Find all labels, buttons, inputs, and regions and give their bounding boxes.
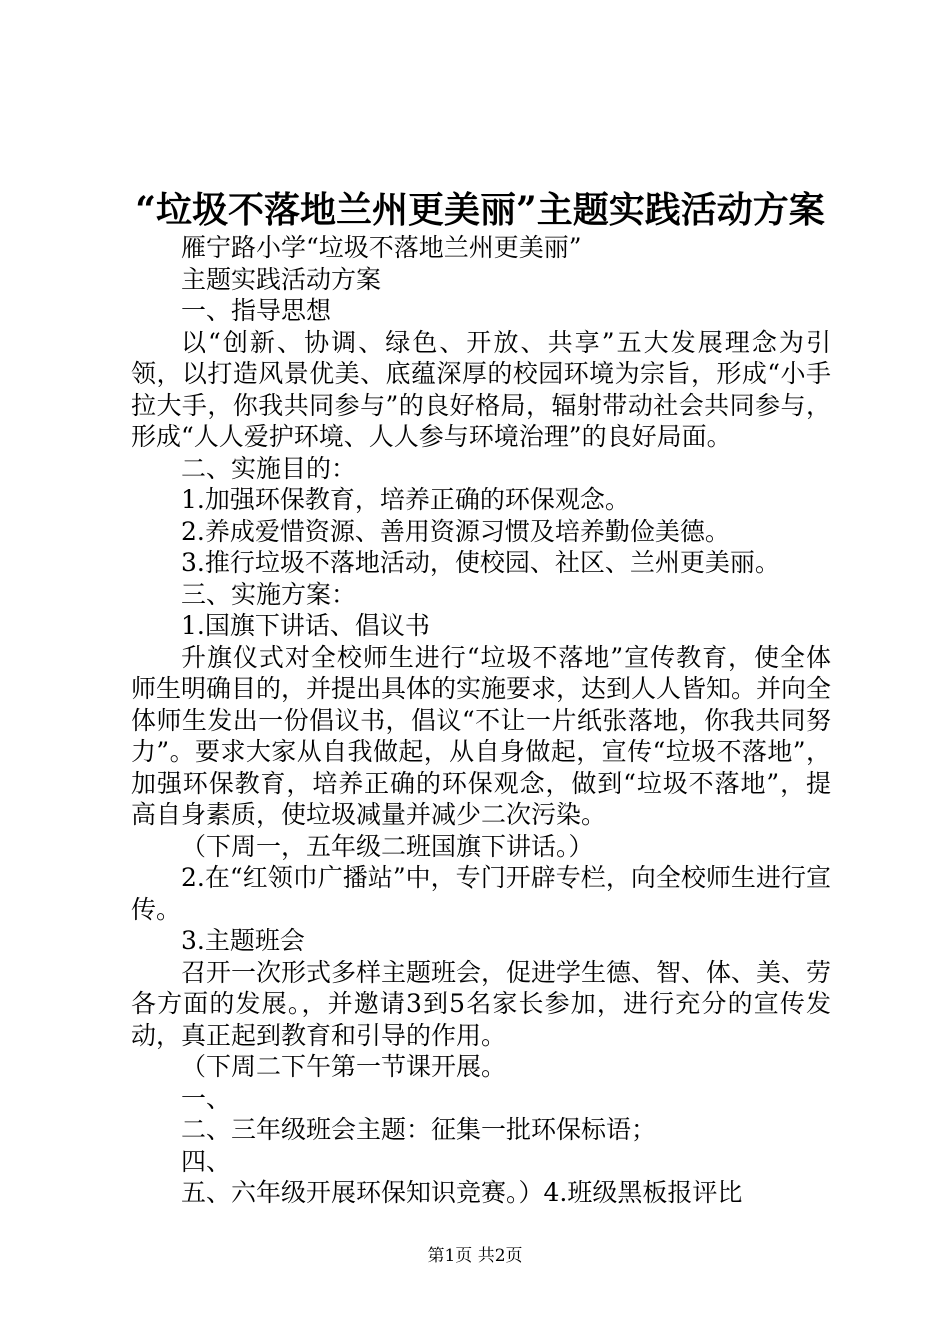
document-title: “垃圾不落地兰州更美丽”主题实践活动方案 [135,189,825,231]
paragraph: （下周二下午第一节课开展。 [181,1052,507,1081]
paragraph: 雁宁路小学“垃圾不落地兰州更美丽” [181,233,582,262]
section-heading: 一、指导思想 [181,296,332,325]
list-item: 1.加强环保教育，培养正确的环保观念。 [181,485,630,514]
list-item: 2.在“红领巾广播站”中，专门开辟专栏，向全校师生进行宣传。 [131,863,831,924]
paragraph: 主题实践活动方案 [181,264,382,294]
section-heading: 三、实施方案： [181,579,357,609]
section-heading: 二、实施目的： [181,453,357,483]
paragraph: 四、 [181,1146,232,1176]
list-item: 2.养成爱惜资源、善用资源习惯及培养勤俭美德。 [181,516,730,546]
paragraph: 升旗仪式对全校师生进行“垃圾不落地”宣传教育，使全体师生明确目的，并提出具体的实施要求，达到人人皆知。并向全体师生发出一份倡议书，倡议“不让一片纸张落地，你我共同努力”。要求大家从自我做起，从自身做起，宣传“垃圾不落地”，加强环保教育，培养正确的环保观念，做到“垃圾不落地”，提高自身素质，使垃圾减量并减少二次污染。 [131,642,832,829]
paragraph: 五、六年级开展环保知识竞赛。）4.班级黑板报评比 [181,1178,743,1207]
document-body [131,232,831,1209]
paragraph: （下周一，五年级二班国旗下讲话。） [181,831,594,861]
list-item: 3.推行垃圾不落地活动，使校园、社区、兰州更美丽。 [181,548,780,577]
paragraph: 一、 [181,1083,232,1113]
paragraph: 召开一次形式多样主题班会，促进学生德、智、体、美、劳各方面的发展。，并邀请3到5名家长参加，进行充分的宣传发动，真正起到教育和引导的作用。 [131,957,832,1050]
list-item: 1.国旗下讲话、倡议书 [181,611,430,640]
list-item: 3.主题班会 [181,926,305,955]
paragraph: 以“创新、协调、绿色、开放、共享”五大发展理念为引领，以打造风景优美、底蕴深厚的校园环境为宗旨，形成“小手拉大手，你我共同参与”的良好格局，辐射带动社会共同参与，形成“人人爱护环境、人人参与环境治理”的良好局面。 [131,327,831,451]
page-footer: 第1页 共2页 [427,1246,523,1266]
paragraph: 二、三年级班会主题：征集一批环保标语； [181,1115,657,1144]
